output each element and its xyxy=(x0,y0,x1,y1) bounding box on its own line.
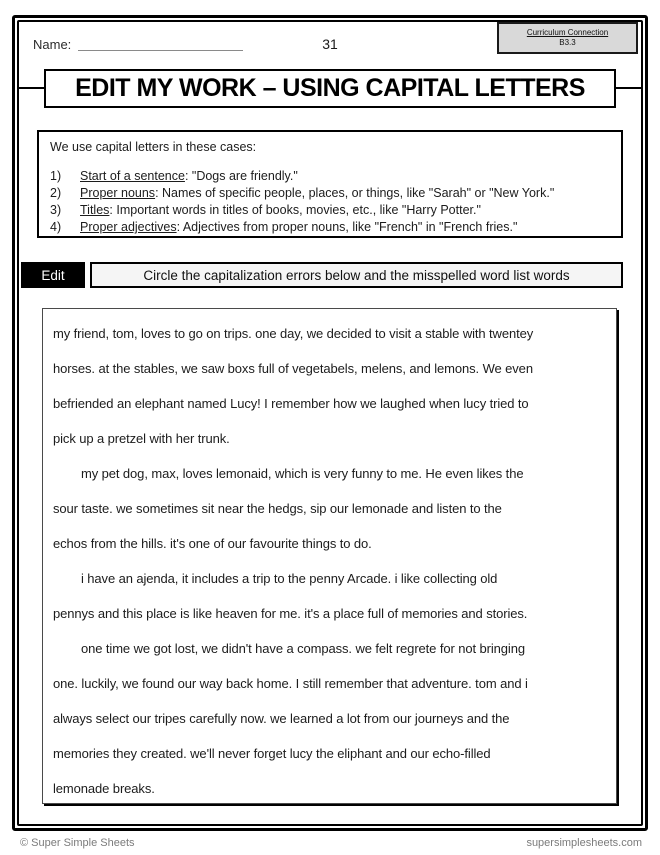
title-connector-right xyxy=(616,87,643,89)
curriculum-connection-code: B3.3 xyxy=(559,38,576,47)
title-connector-left xyxy=(19,87,44,89)
rule-text: : Adjectives from proper nouns, like "French" in "French fries." xyxy=(176,220,518,234)
instruction-box xyxy=(90,262,623,288)
curriculum-connection-badge xyxy=(497,22,638,54)
curriculum-connection-label: Curriculum Connection xyxy=(526,28,609,37)
rule-number: 1) xyxy=(50,169,62,183)
footer-copyright: © Super Simple Sheets xyxy=(20,837,135,849)
passage-line: i have an ajenda, it includes a trip to the penny Arcade. i like collecting old xyxy=(81,571,498,586)
passage-line: my friend, tom, loves to go on trips. one day, we decided to visit a stable with twentey xyxy=(53,326,534,341)
rule-term: Proper adjectives xyxy=(80,220,177,234)
footer-website: supersimplesheets.com xyxy=(526,837,642,849)
passage-line: echos from the hills. it's one of our favourite things to do. xyxy=(53,536,372,551)
passage-line: lemonade breaks. xyxy=(53,781,155,796)
rule-term: Titles xyxy=(80,203,110,217)
rule-number: 3) xyxy=(50,203,62,217)
rule-item xyxy=(50,185,611,202)
rule-term: Start of a sentence xyxy=(80,169,185,183)
rule-item xyxy=(50,219,611,236)
rules-list xyxy=(50,168,611,236)
passage-line: always select our tripes carefully now. we learned a lot from our journeys and the xyxy=(53,711,510,726)
passage-box[interactable] xyxy=(42,308,617,804)
rule-text: : Important words in titles of books, movies, etc., like "Harry Potter." xyxy=(109,203,481,217)
rule-term: Proper nouns xyxy=(80,186,156,200)
worksheet-title: EDIT MY WORK – USING CAPITAL LETTERS xyxy=(75,74,585,102)
rule-number: 2) xyxy=(50,186,62,200)
passage-line: memories they created. we'll never forget lucy the eliphant and our echo-filled xyxy=(53,746,491,761)
rule-item xyxy=(50,168,611,185)
name-fill-in-line[interactable] xyxy=(78,50,243,51)
passage-line: my pet dog, max, loves lemonaid, which is very funny to me. He even likes the xyxy=(81,466,524,481)
page-number: 31 xyxy=(322,36,338,52)
worksheet-title-box xyxy=(44,69,616,108)
rules-intro: We use capital letters in these cases: xyxy=(50,140,257,154)
edit-tag: Edit xyxy=(21,262,85,288)
passage-line: one time we got lost, we didn't have a compass. we felt regrete for not bringing xyxy=(81,641,525,656)
rules-box xyxy=(37,130,623,238)
instruction-text: Circle the capitalization errors below and the misspelled word list words xyxy=(143,267,570,283)
passage-line: sour taste. we sometimes sit near the hedgs, sip our lemonade and listen to the xyxy=(53,501,502,516)
rule-text: : "Dogs are friendly." xyxy=(184,169,298,183)
passage-line: one. luckily, we found our way back home. I still remember that adventure. tom and i xyxy=(53,676,528,691)
rule-text: : Names of specific people, places, or things, like "Sarah" or "New York." xyxy=(155,186,555,200)
passage-line: pick up a pretzel with her trunk. xyxy=(53,431,230,446)
rule-number: 4) xyxy=(50,220,62,234)
passage-line: horses. at the stables, we saw boxs full of vegetabels, melens, and lemons. We even xyxy=(53,361,533,376)
passage-line: pennys and this place is like heaven for me. it's a place full of memories and stories. xyxy=(53,606,528,621)
passage-line: befriended an elephant named Lucy! I remember how we laughed when lucy tried to xyxy=(53,396,529,411)
name-label: Name: xyxy=(33,37,72,52)
rule-item xyxy=(50,202,611,219)
